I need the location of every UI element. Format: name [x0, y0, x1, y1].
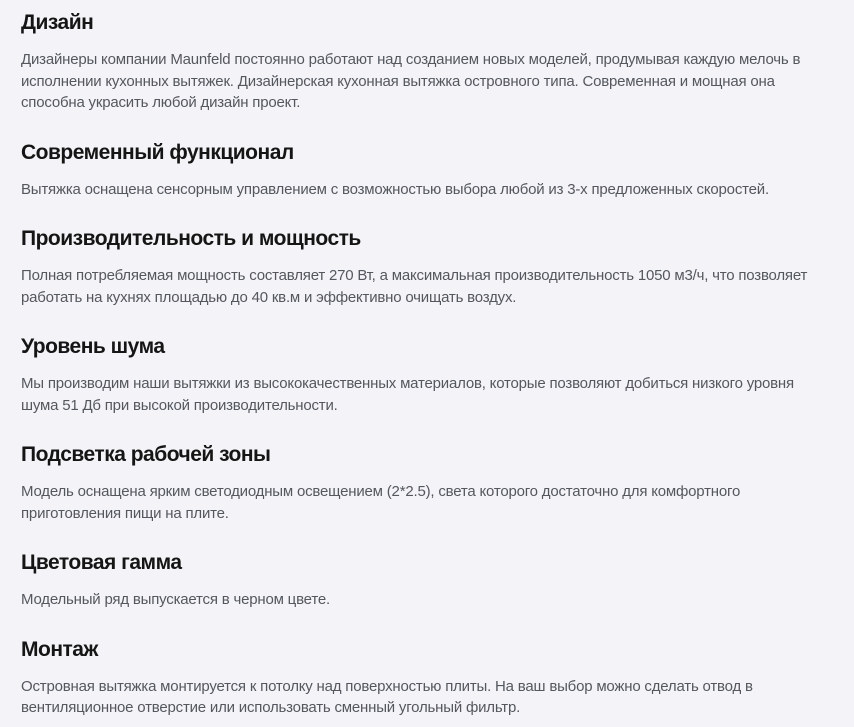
section-installation-heading: Монтаж [21, 637, 98, 661]
section-noise-level-body: Мы производим наши вытяжки из высококачественных материалов, которые позволяют добиться низкого уровня шума 51 Дб при высокой производительности. [21, 375, 794, 414]
section-lighting-heading: Подсветка рабочей зоны [21, 443, 271, 466]
section-installation [21, 636, 833, 719]
section-noise-level-heading: Уровень шума [21, 335, 165, 358]
section-functionality [21, 139, 833, 201]
section-design-body: Дизайнеры компании Maunfeld постоянно работают над созданием новых моделей, продумывая каждую мелочь в исполнении кухонных вытяжек. Дизайнерская кухонная вытяжка островного типа. Современная и мощная она способна украсить любой дизайн проект. [21, 51, 801, 111]
section-noise-level [21, 333, 833, 416]
section-functionality-heading: Современный функционал [21, 140, 294, 164]
section-lighting-body: Модель оснащена ярким светодиодным освещением (2*2.5), света которого достаточно для комфортного приготовления пищи на плите. [21, 483, 741, 522]
section-color-range [21, 549, 833, 611]
section-color-range-body: Модельный ряд выпускается в черном цвете. [21, 591, 330, 608]
section-performance-body: Полная потребляемая мощность составляет 270 Вт, а максимальная производительность 1050 м3/ч, что позволяет работать на кухнях площадью до 40 кв.м и эффективно очищать воздух. [21, 267, 808, 306]
section-lighting [21, 441, 833, 524]
section-design-heading: Дизайн [21, 11, 94, 34]
section-performance [21, 225, 833, 308]
section-performance-heading: Производительность и мощность [21, 227, 361, 250]
section-functionality-body: Вытяжка оснащена сенсорным управлением с возможностью выбора любой из 3-х предложенных скоростей. [21, 180, 769, 198]
section-design [21, 9, 833, 114]
section-installation-body: Островная вытяжка монтируется к потолку над поверхностью плиты. На ваш выбор можно сделать отвод в вентиляционное отверстие или использовать сменный угольный фильтр. [21, 677, 753, 716]
section-color-range-heading: Цветовая гамма [21, 551, 182, 574]
